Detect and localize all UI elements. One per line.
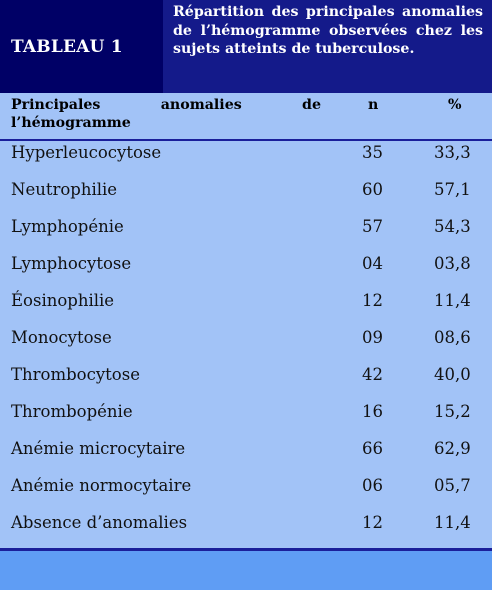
- row-n: 06: [362, 476, 383, 495]
- table-row: [0, 363, 492, 400]
- row-percent: 11,4: [434, 291, 471, 310]
- table-row: [0, 511, 492, 548]
- table-row: [0, 289, 492, 326]
- table-row: [0, 215, 492, 252]
- row-label: Thrombopénie: [11, 402, 133, 421]
- row-label: Monocytose: [11, 328, 112, 347]
- row-percent: 15,2: [434, 402, 471, 421]
- table-row: [0, 326, 492, 363]
- row-n: 12: [362, 513, 383, 532]
- column-header-label: Principales anomalies de l’hémogramme: [11, 97, 321, 131]
- table-title: Répartition des principales anomalies de l’hémogramme observées chez les sujets atteints de tuberculose.: [173, 4, 483, 57]
- row-label: Hyperleucocytose: [11, 143, 162, 162]
- table-label-box: [0, 0, 163, 93]
- row-label: Thrombocytose: [11, 365, 140, 384]
- table-row: [0, 474, 492, 511]
- table-row: [0, 400, 492, 437]
- row-label: Anémie normocytaire: [11, 476, 192, 495]
- row-n: 09: [362, 328, 383, 347]
- row-n: 12: [362, 291, 383, 310]
- table-label: TABLEAU 1: [11, 36, 123, 57]
- row-label: Anémie microcytaire: [11, 439, 186, 458]
- row-label: Lymphopénie: [11, 217, 124, 236]
- row-percent: 11,4: [434, 513, 471, 532]
- row-percent: 05,7: [434, 476, 471, 495]
- column-header-n: n: [368, 97, 379, 113]
- table-row: [0, 252, 492, 289]
- table-row: [0, 141, 492, 178]
- table-header: [0, 0, 492, 93]
- row-n: 42: [362, 365, 383, 384]
- row-n: 04: [362, 254, 383, 273]
- column-header-row: [0, 96, 492, 138]
- row-percent: 40,0: [434, 365, 471, 384]
- row-n: 66: [362, 439, 383, 458]
- row-n: 60: [362, 180, 383, 199]
- row-label: Neutrophilie: [11, 180, 118, 199]
- table-body: [0, 141, 492, 548]
- column-header-percent: %: [448, 97, 462, 113]
- row-n: 35: [362, 143, 383, 162]
- row-n: 16: [362, 402, 383, 421]
- row-percent: 57,1: [434, 180, 471, 199]
- row-n: 57: [362, 217, 383, 236]
- row-label: Absence d’anomalies: [11, 513, 188, 532]
- row-percent: 03,8: [434, 254, 471, 273]
- row-percent: 54,3: [434, 217, 471, 236]
- table-row: [0, 437, 492, 474]
- row-percent: 62,9: [434, 439, 471, 458]
- row-label: Éosinophilie: [11, 291, 115, 310]
- row-percent: 08,6: [434, 328, 471, 347]
- table-footer-band: [0, 551, 492, 590]
- table-row: [0, 178, 492, 215]
- row-percent: 33,3: [434, 143, 471, 162]
- row-label: Lymphocytose: [11, 254, 132, 273]
